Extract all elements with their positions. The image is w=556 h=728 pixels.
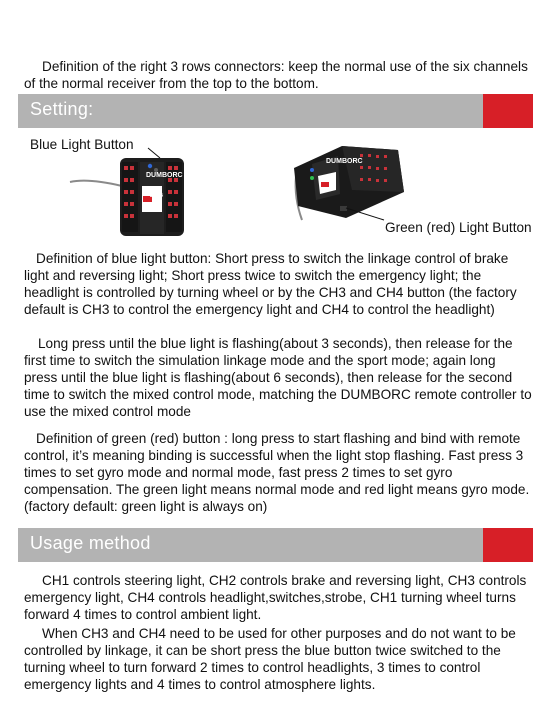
- usage-paragraph-2: When CH3 and CH4 need to be used for other purposes and do not want to be controlled by linkage, it can be short press the blue button twice switched to the turning wheel to turn forward 2 times to control headlights, 3 times to control emergency lights and 4 times to control atmosphere lights.: [24, 626, 516, 692]
- intro-text: Definition of the right 3 rows connectors: keep the normal use of the six channels of the normal receiver from the top to the bottom.: [24, 59, 528, 91]
- setting-header-bar: [18, 94, 533, 128]
- receiver-freq-text: 2.4G: [150, 193, 164, 199]
- usage-header-bar: [18, 528, 533, 562]
- usage-header-accent: [483, 528, 533, 562]
- receiver-brand-text: DUMBORC: [146, 172, 183, 179]
- usage-paragraph-1: CH1 controls steering light, CH2 controls brake and reversing light, CH3 controls emergency light, CH4 controls headlight,switches,strobe, CH1 turning wheel turns forward 4 times to control ambient light.: [24, 573, 527, 622]
- green-button-definition: Definition of green (red) button : long press to start flashing and bind with remote control, it’s meaning binding is successful when the light stop flashing. Fast press 3 times to set gyro mode and normal mode, fast press 2 times to set gyro compensation. The green light means normal mode and red light means gyro mode. (factory default: green light is always on): [24, 431, 530, 514]
- green-light-button-label: Green (red) Light Button: [385, 220, 532, 235]
- receiver-image-angled: [276, 128, 416, 228]
- usage-header-title: Usage method: [30, 533, 151, 553]
- receiver-brand-text-angled: DUMBORC: [326, 158, 363, 165]
- blue-light-button-label: Blue Light Button: [30, 137, 134, 152]
- setting-header-accent: [483, 94, 533, 128]
- receiver-image-front: [60, 140, 190, 240]
- setting-header-title: Setting:: [30, 99, 94, 119]
- blue-button-definition: Definition of blue light button: Short press to switch the linkage control of brake light and reversing light; Short press twice to switch the emergency light; the headlight is controlled by turning wheel or by the CH3 and CH4 button (the factory default is CH3 to control the emergency light and CH4 to control the headlight): [24, 251, 517, 317]
- long-press-description: Long press until the blue light is flashing(about 3 seconds), then release for the first time to switch the simulation linkage mode and the sport mode; again long press until the blue light is flashing(about 6 seconds), then release for the second time to switch the mixed control mode, matching the DUMBORC remote controller to use the mixed control mode: [24, 336, 532, 419]
